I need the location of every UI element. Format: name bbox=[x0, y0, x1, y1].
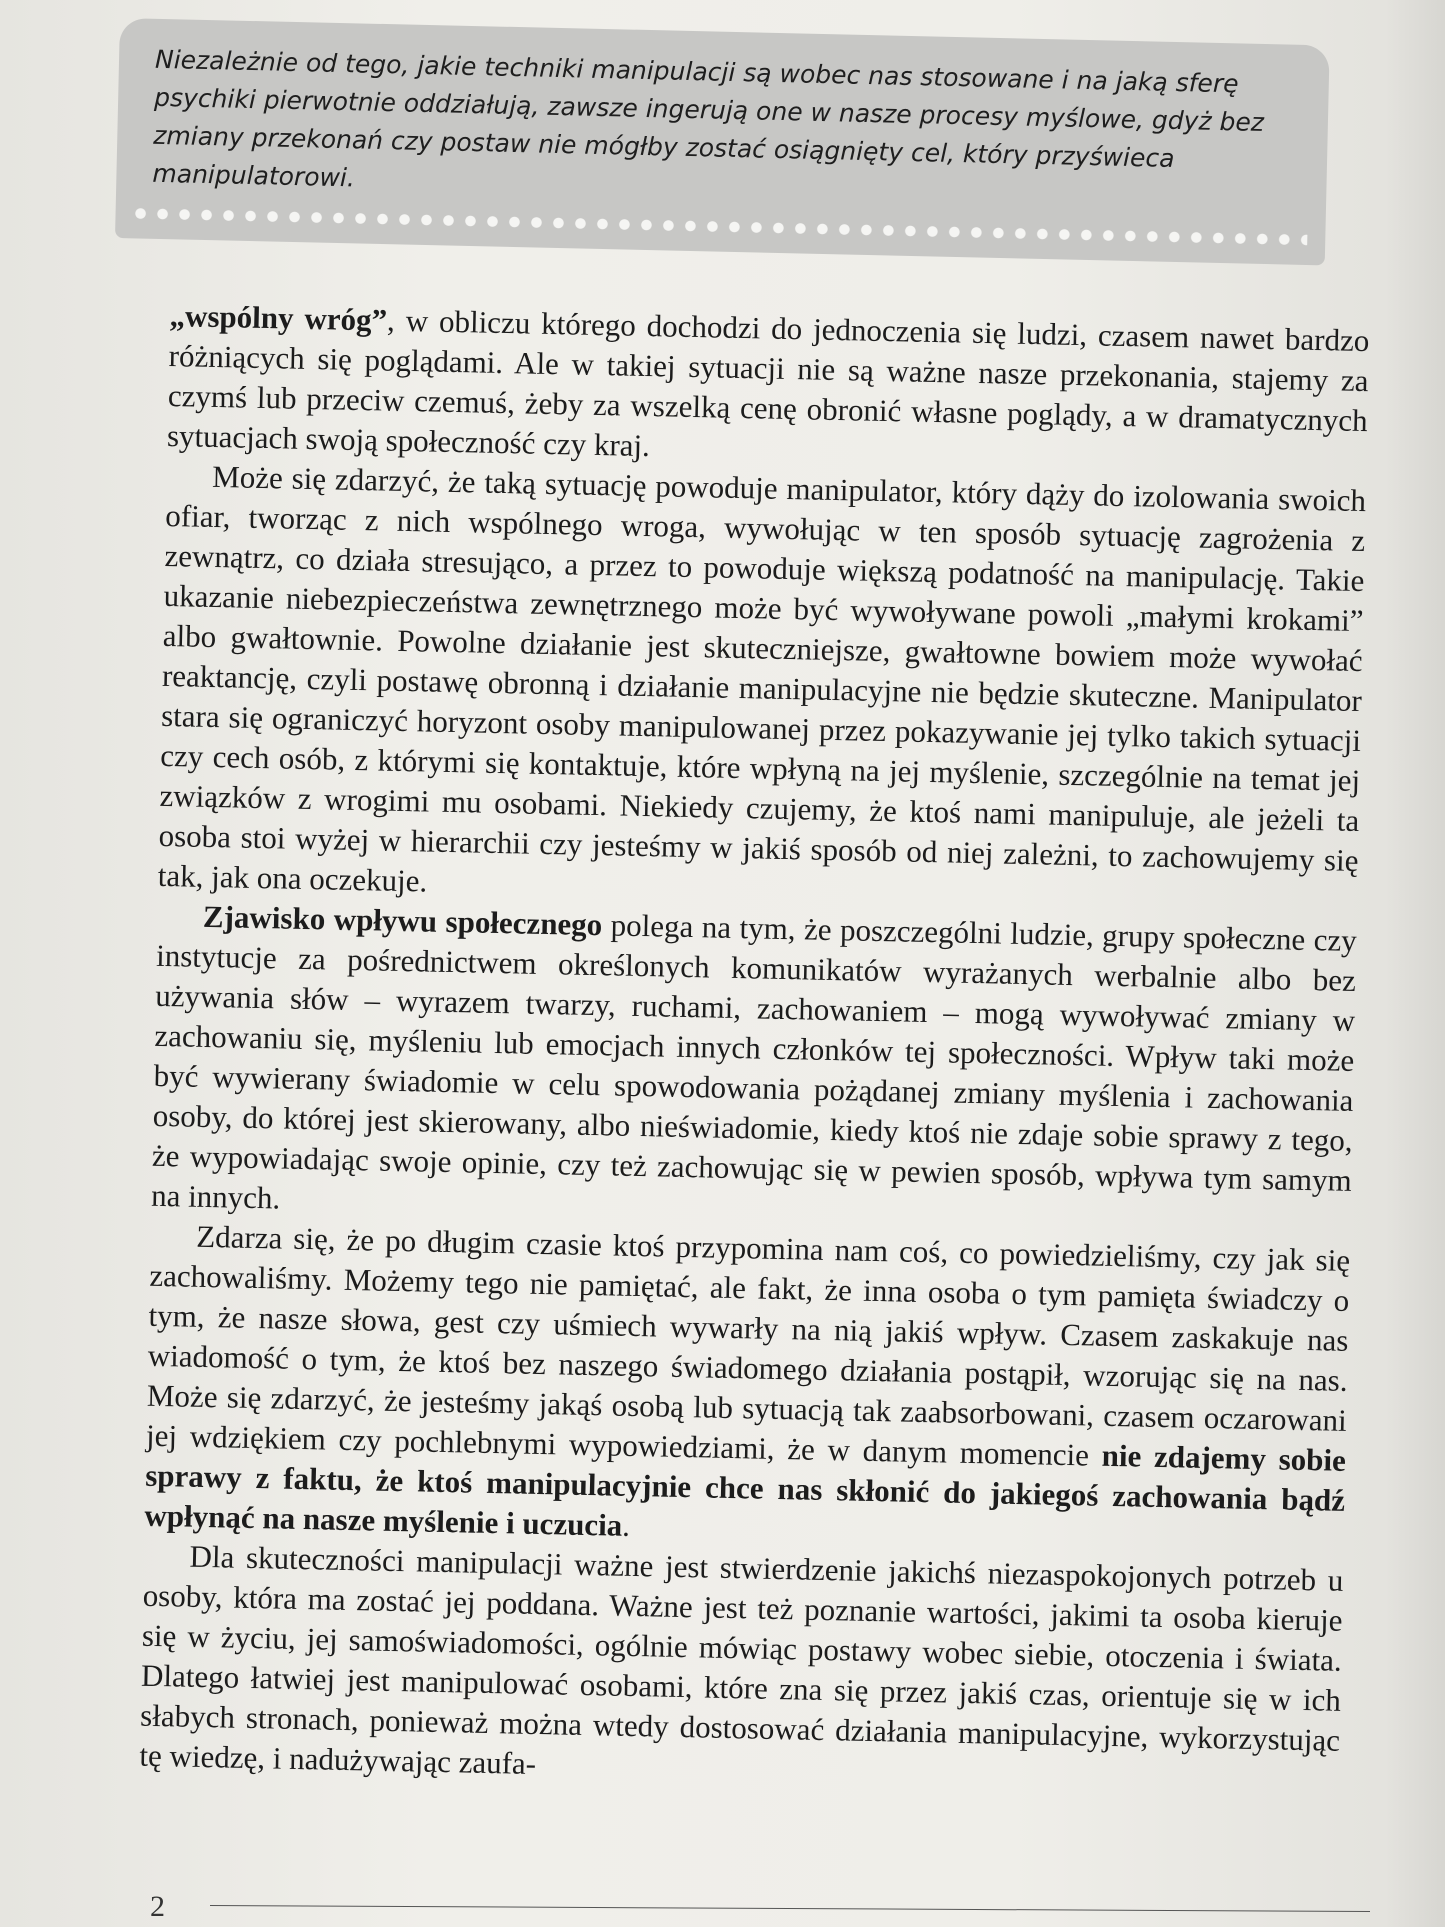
callout-box bbox=[115, 18, 1330, 265]
paragraph-5 bbox=[139, 1536, 1344, 1801]
paragraph-5-text: Dla skuteczności manipulacji ważne jest stwierdzenie jakichś niezaspokojonych potrzeb u osoby, która ma zostać jej poddana. Ważne jest też poznanie wartości, jakimi ta osoba kieruje się w życiu, jej samoświadomości, ogólnie mówiąc postawy wobec siebie, otoczenia i świata. Dlatego łatwiej jest manipulować osobami, które zna się przez jakiś czas, orientuje się w ich słabych stronach, ponieważ można wtedy dostosować działania manipulacyjne, wykorzystując tę wiedzę, i nadużywając zaufa- bbox=[139, 1538, 1344, 1781]
paragraph-2-text: Może się zdarzyć, że taką sytuację powoduje manipulator, który dąży do izolowania swoich ofiar, tworząc z nich wspólnego wroga, wywołując w ten sposób sytuację zagrożenia z zewnątrz, co działa stresująco, a przez to powoduje większą podatność na manipulację. Takie ukazanie niebezpieczeństwa zewnętrznego może być wywoływane powoli „małymi krokami” albo gwałtownie. Powolne działanie jest skuteczniejsze, gwałtowne bowiem może wywołać reaktancję, czyli postawę obronną i działanie manipulacyjne nie będzie skuteczne. Manipulator stara się ograniczyć horyzont osoby manipulowanej przez pokazywanie jej tylko takich sytuacji czy cech osób, z którymi się kontaktuje, które wpłyną na jej myślenie, szczególnie na temat jej związków z wrogimi mu osobami. Niekiedy czujemy, że ktoś nami manipuluje, ale jeżeli ta osoba stoi wyżej w hierarchii czy jesteśmy w jakiś sposób od niej zależni, to zachowujemy się tak, jak ona oczekuje. bbox=[157, 458, 1367, 899]
callout-text: Niezależnie od tego, jakie techniki manipulacji są wobec nas stosowane i na jaką sferę psychiki pierwotnie oddziałują, zawsze ingerują one w nasze procesy myślowe, gdyż bez zmiany przekonań czy postaw nie mógłby zostać osiągnięty cel, który przyświeca manipulatorowi. bbox=[152, 44, 1265, 193]
paragraph-1-text: , w obliczu którego dochodzi do jednoczenia się ludzi, czasem nawet bardzo różniących się poglądami. Ale w takiej sytuacji nie są ważne nasze przekonania, stajemy za czymś lub przeciw czemuś, żeby za wszelką cenę obronić własne poglądy, a w dramatycznych sytuacjach swoją społeczność czy kraj. bbox=[166, 302, 1370, 464]
paragraph-3-lead-bold: Zjawisko wpływu społecznego bbox=[202, 898, 603, 943]
page-edge-shadow bbox=[1385, 0, 1445, 1927]
paragraph-4-trail-bold: nie zdajemy sobie sprawy z faktu, że ktoś manipulacyjnie chce nas skłonić do jakiegoś zachowania bądź wpłynąć na nasze myślenie i uczucia bbox=[144, 1437, 1347, 1543]
page-number: 2 bbox=[150, 1890, 165, 1923]
paragraph-4 bbox=[144, 1216, 1350, 1561]
paragraph-4-text: Zdarza się, że po długim czasie ktoś przypomina nam coś, co powiedzieliśmy, czy jak się zachowaliśmy. Możemy tego nie pamiętać, ale fakt, że inna osoba o tym pamięta świadczy o tym, że nasze słowa, gest czy uśmiech wywarły na nią jakiś wpływ. Czasem zaskakuje nas wiadomość o tym, że ktoś bez naszego świadomego działania postąpił, wzorując się na nas. Może się zdarzyć, że jesteśmy jakąś osobą lub sytuacją tak zaabsorbowani, czasem oczarowani jej wdziękiem czy pochlebnymi wypowiedziami, że w danym momencie bbox=[145, 1218, 1351, 1473]
paragraph-3-text: polega na tym, że poszczególni ludzie, grupy społeczne czy instytucje za pośrednictwem określonych komunikatów wyrażanych werbalnie albo bez używania słów – wyrazem twarzy, ruchami, zachowaniem – mogą wywoływać zmiany w zachowaniu się, myśleniu lub emocjach innych członków tej społeczności. Wpływ taki może być wywierany świadomie w celu spowodowania pożądanej zmiany myślenia i zachowania osoby, do której jest skierowany, albo nieświadomie, kiedy ktoś nie zdaje sobie sprawy z tego, że wypowiadając swoje opinie, czy też zachowując się w pewien sposób, wpływa tym samym na innych. bbox=[150, 907, 1358, 1216]
footer-rule bbox=[210, 1905, 1370, 1912]
body-text bbox=[139, 296, 1370, 1801]
paragraph-1 bbox=[167, 296, 1370, 481]
paragraph-2 bbox=[157, 456, 1366, 921]
page-footer bbox=[150, 1890, 1430, 1927]
paragraph-3 bbox=[151, 896, 1357, 1241]
paragraph-4-trail-text: . bbox=[621, 1507, 631, 1543]
paragraph-1-lead-bold: „wspólny wróg” bbox=[169, 297, 388, 338]
